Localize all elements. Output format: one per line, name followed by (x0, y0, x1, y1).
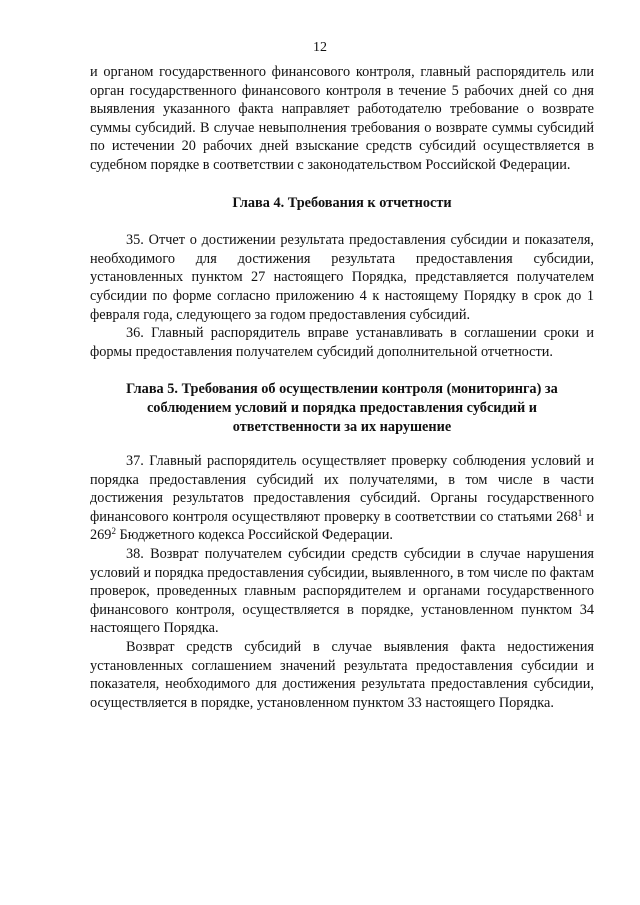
spacer (90, 436, 594, 452)
chapter-5-heading-line-3: ответственности за их нарушение (232, 418, 452, 435)
spacer (90, 212, 594, 231)
paragraph-return: Возврат средств субсидий в случае выявления факта недостижения установленных соглашением значений результата предоставления субсидии и показателя, необходимого для достижения результата предоставления субсидии, осуществляется в порядке, установленном пунктом 33 настоящего Порядка. (90, 639, 594, 711)
chapter-5-heading (90, 380, 594, 436)
spacer (90, 361, 594, 380)
page-number: 12 (313, 40, 327, 55)
paragraph-36: 36. Главный распорядитель вправе устанавливать в соглашении сроки и формы предоставления получателем субсидий дополнительной отчетности. (90, 325, 594, 360)
chapter-4-heading: Глава 4. Требования к отчетности (232, 194, 452, 211)
paragraph-37-and: и 269 (90, 508, 594, 544)
chapter-5-heading-line-2: соблюдением условий и порядка предоставления субсидий и (146, 399, 538, 416)
superscript-1: 1 (577, 507, 583, 518)
document-body (90, 63, 594, 712)
chapter-5-heading-line-1: Глава 5. Требования об осуществлении контроля (мониторинга) за (126, 381, 558, 398)
paragraph-37 (90, 452, 594, 545)
superscript-2: 2 (111, 526, 116, 537)
paragraph-38: 38. Возврат получателем субсидии средств субсидии в случае нарушения условий и порядка предоставления субсидии, выявленного, в том числе по фактам проверок, проведенных главным распорядителем и органами государственного финансового контроля, осуществляется в порядке, установленном пунктом 34 настоящего Порядка. (90, 546, 594, 637)
paragraph-35: 35. Отчет о достижении результата предоставления субсидии и показателя, необходимого для достижения результата предоставления субсидии, установленных пунктом 27 настоящего Порядка, представляется получателем субсидии по форме согласно приложению 4 к настоящему Порядку в срок до 1 февраля года, следующего за годом предоставления субсидий. (90, 232, 594, 323)
paragraph-37-text: 37. Главный распорядитель осуществляет проверку соблюдения условий и порядка предоставления субсидий их получателями, в том числе в части достижения результатов предоставления субсидий. Органы государственного финансового контроля осуществляют проверку в соответствии со статьями 268 (90, 453, 594, 525)
paragraph-intro: и органом государственного финансового контроля, главный распорядитель или орган государственного финансового контроля в течение 5 рабочих дней со дня выявления указанного факта направляет работодателю требование о возврате суммы субсидий. В случае невыполнения требования о возврате суммы субсидий по истечении 20 рабочих дней взыскание средств субсидий осуществляется в судебном порядке в соответствии с законодательством Российской Федерации. (90, 64, 594, 173)
paragraph-37-end: Бюджетного кодекса Российской Федерации. (115, 527, 394, 544)
spacer (90, 175, 594, 194)
